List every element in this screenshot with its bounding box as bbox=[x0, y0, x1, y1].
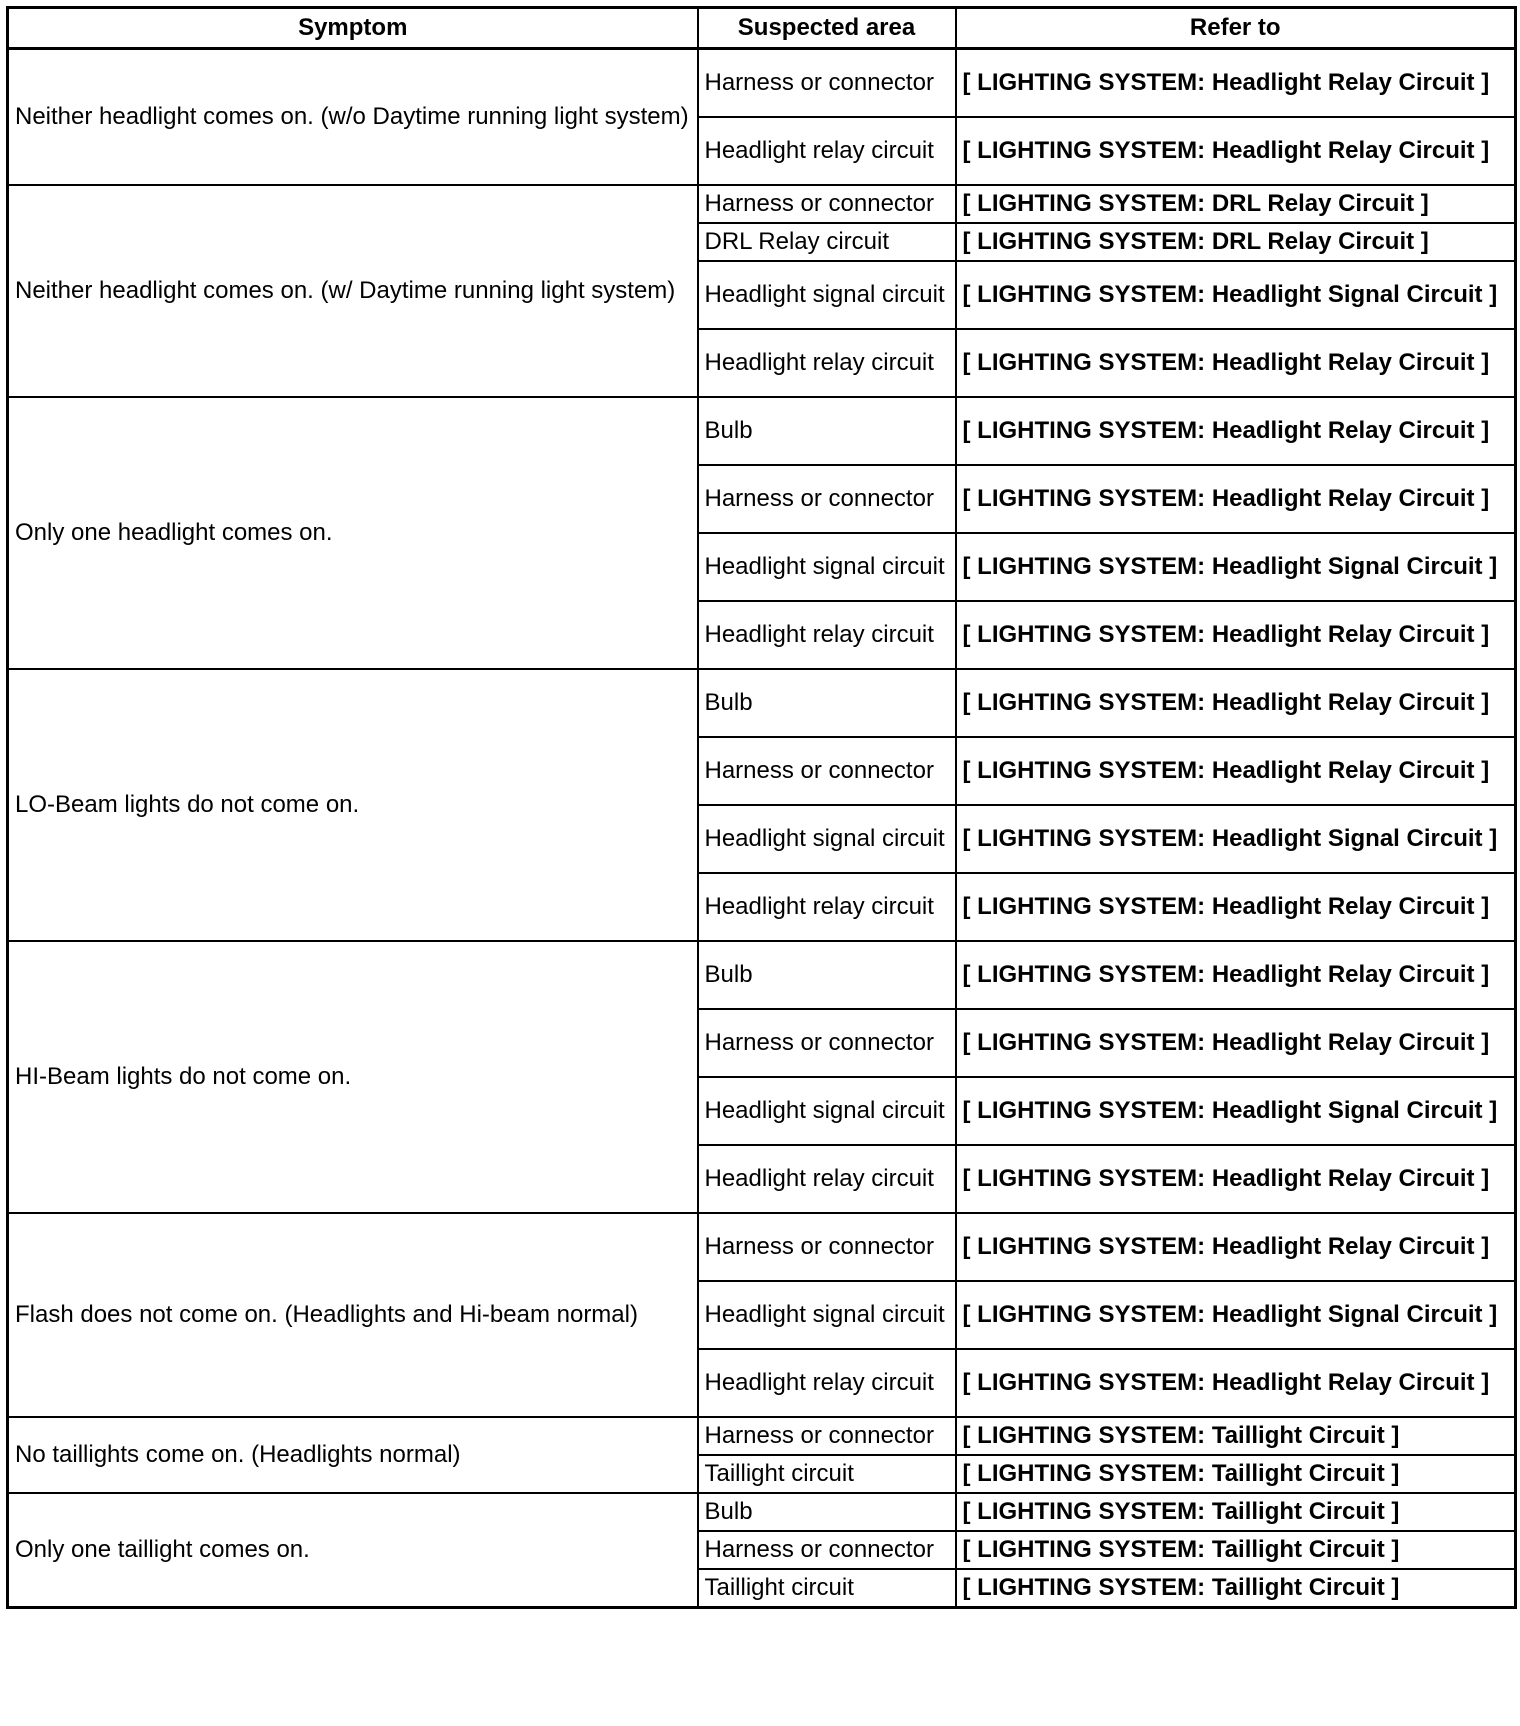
refer-to-cell: [ LIGHTING SYSTEM: Headlight Relay Circuit ] bbox=[956, 669, 1516, 737]
suspected-area-cell: Headlight signal circuit bbox=[698, 1281, 956, 1349]
symptom-group bbox=[8, 1417, 1516, 1493]
table-row bbox=[8, 1493, 1516, 1531]
table-row bbox=[8, 49, 1516, 118]
symptom-cell: Only one headlight comes on. bbox=[8, 397, 698, 669]
suspected-area-cell: Harness or connector bbox=[698, 737, 956, 805]
refer-to-cell: [ LIGHTING SYSTEM: DRL Relay Circuit ] bbox=[956, 185, 1516, 223]
suspected-area-cell: Harness or connector bbox=[698, 1531, 956, 1569]
suspected-area-cell: Harness or connector bbox=[698, 1009, 956, 1077]
refer-to-cell: [ LIGHTING SYSTEM: Taillight Circuit ] bbox=[956, 1455, 1516, 1493]
refer-to-cell: [ LIGHTING SYSTEM: Headlight Relay Circuit ] bbox=[956, 1145, 1516, 1213]
suspected-area-cell: Headlight signal circuit bbox=[698, 1077, 956, 1145]
refer-to-cell: [ LIGHTING SYSTEM: DRL Relay Circuit ] bbox=[956, 223, 1516, 261]
refer-to-cell: [ LIGHTING SYSTEM: Taillight Circuit ] bbox=[956, 1493, 1516, 1531]
suspected-area-cell: Bulb bbox=[698, 397, 956, 465]
suspected-area-cell: Headlight signal circuit bbox=[698, 261, 956, 329]
header-symptom: Symptom bbox=[8, 8, 698, 49]
suspected-area-cell: Bulb bbox=[698, 669, 956, 737]
refer-to-cell: [ LIGHTING SYSTEM: Taillight Circuit ] bbox=[956, 1569, 1516, 1608]
refer-to-cell: [ LIGHTING SYSTEM: Headlight Signal Circuit ] bbox=[956, 1077, 1516, 1145]
refer-to-cell: [ LIGHTING SYSTEM: Headlight Relay Circuit ] bbox=[956, 49, 1516, 118]
suspected-area-cell: Harness or connector bbox=[698, 49, 956, 118]
refer-to-cell: [ LIGHTING SYSTEM: Headlight Signal Circuit ] bbox=[956, 261, 1516, 329]
table-header bbox=[8, 8, 1516, 49]
suspected-area-cell: Bulb bbox=[698, 1493, 956, 1531]
refer-to-cell: [ LIGHTING SYSTEM: Taillight Circuit ] bbox=[956, 1417, 1516, 1455]
refer-to-cell: [ LIGHTING SYSTEM: Headlight Signal Circuit ] bbox=[956, 533, 1516, 601]
symptom-group bbox=[8, 397, 1516, 669]
refer-to-cell: [ LIGHTING SYSTEM: Headlight Relay Circuit ] bbox=[956, 1213, 1516, 1281]
refer-to-cell: [ LIGHTING SYSTEM: Headlight Relay Circuit ] bbox=[956, 737, 1516, 805]
suspected-area-cell: Headlight relay circuit bbox=[698, 601, 956, 669]
symptom-cell: No taillights come on. (Headlights normal) bbox=[8, 1417, 698, 1493]
table-row bbox=[8, 397, 1516, 465]
suspected-area-cell: Harness or connector bbox=[698, 465, 956, 533]
refer-to-cell: [ LIGHTING SYSTEM: Headlight Relay Circuit ] bbox=[956, 601, 1516, 669]
suspected-area-cell: Headlight relay circuit bbox=[698, 117, 956, 185]
suspected-area-cell: Headlight relay circuit bbox=[698, 329, 956, 397]
header-suspected-area: Suspected area bbox=[698, 8, 956, 49]
diagnosis-table bbox=[6, 6, 1517, 1609]
suspected-area-cell: Harness or connector bbox=[698, 1417, 956, 1455]
refer-to-cell: [ LIGHTING SYSTEM: Headlight Signal Circuit ] bbox=[956, 805, 1516, 873]
symptom-group bbox=[8, 1493, 1516, 1608]
table-row bbox=[8, 185, 1516, 223]
suspected-area-cell: Taillight circuit bbox=[698, 1569, 956, 1608]
symptom-cell: HI-Beam lights do not come on. bbox=[8, 941, 698, 1213]
refer-to-cell: [ LIGHTING SYSTEM: Headlight Relay Circuit ] bbox=[956, 1349, 1516, 1417]
header-row bbox=[8, 8, 1516, 49]
suspected-area-cell: Harness or connector bbox=[698, 185, 956, 223]
symptom-group bbox=[8, 1213, 1516, 1417]
refer-to-cell: [ LIGHTING SYSTEM: Headlight Relay Circuit ] bbox=[956, 873, 1516, 941]
symptom-cell: Flash does not come on. (Headlights and Hi-beam normal) bbox=[8, 1213, 698, 1417]
page bbox=[6, 6, 1517, 1609]
suspected-area-cell: Headlight relay circuit bbox=[698, 873, 956, 941]
refer-to-cell: [ LIGHTING SYSTEM: Headlight Relay Circuit ] bbox=[956, 397, 1516, 465]
symptom-cell: Only one taillight comes on. bbox=[8, 1493, 698, 1608]
table-row bbox=[8, 1213, 1516, 1281]
table-row bbox=[8, 1417, 1516, 1455]
suspected-area-cell: Headlight relay circuit bbox=[698, 1145, 956, 1213]
header-refer-to: Refer to bbox=[956, 8, 1516, 49]
suspected-area-cell: Taillight circuit bbox=[698, 1455, 956, 1493]
suspected-area-cell: Headlight relay circuit bbox=[698, 1349, 956, 1417]
table-row bbox=[8, 941, 1516, 1009]
refer-to-cell: [ LIGHTING SYSTEM: Headlight Relay Circuit ] bbox=[956, 941, 1516, 1009]
symptom-group bbox=[8, 941, 1516, 1213]
suspected-area-cell: Harness or connector bbox=[698, 1213, 956, 1281]
symptom-cell: Neither headlight comes on. (w/o Daytime running light system) bbox=[8, 49, 698, 186]
table-row bbox=[8, 669, 1516, 737]
symptom-cell: LO-Beam lights do not come on. bbox=[8, 669, 698, 941]
suspected-area-cell: DRL Relay circuit bbox=[698, 223, 956, 261]
symptom-group bbox=[8, 185, 1516, 397]
suspected-area-cell: Bulb bbox=[698, 941, 956, 1009]
symptom-group bbox=[8, 669, 1516, 941]
suspected-area-cell: Headlight signal circuit bbox=[698, 533, 956, 601]
suspected-area-cell: Headlight signal circuit bbox=[698, 805, 956, 873]
refer-to-cell: [ LIGHTING SYSTEM: Headlight Relay Circuit ] bbox=[956, 117, 1516, 185]
refer-to-cell: [ LIGHTING SYSTEM: Headlight Relay Circuit ] bbox=[956, 1009, 1516, 1077]
refer-to-cell: [ LIGHTING SYSTEM: Taillight Circuit ] bbox=[956, 1531, 1516, 1569]
symptom-group bbox=[8, 49, 1516, 186]
refer-to-cell: [ LIGHTING SYSTEM: Headlight Signal Circuit ] bbox=[956, 1281, 1516, 1349]
symptom-cell: Neither headlight comes on. (w/ Daytime running light system) bbox=[8, 185, 698, 397]
refer-to-cell: [ LIGHTING SYSTEM: Headlight Relay Circuit ] bbox=[956, 329, 1516, 397]
refer-to-cell: [ LIGHTING SYSTEM: Headlight Relay Circuit ] bbox=[956, 465, 1516, 533]
